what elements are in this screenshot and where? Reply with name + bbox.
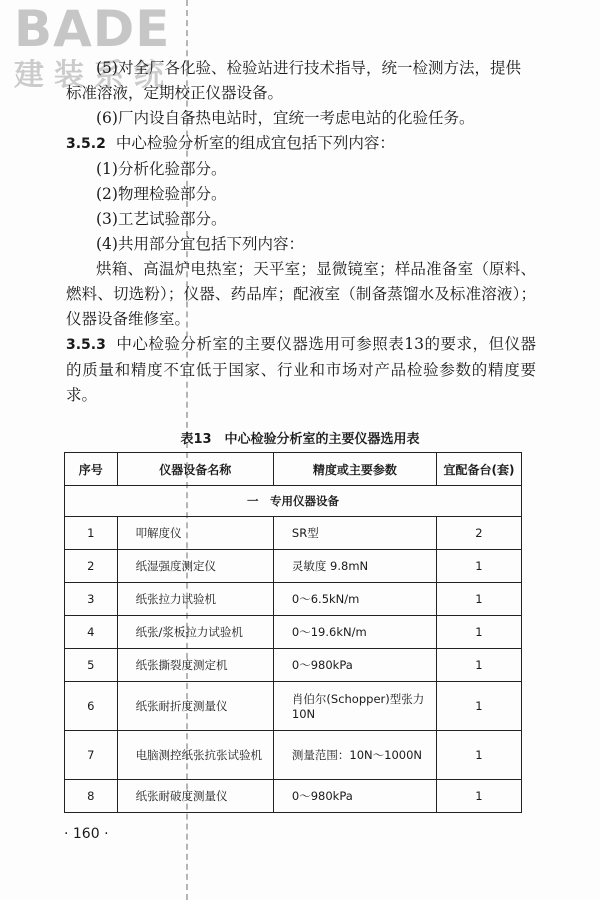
table-row [65, 731, 522, 780]
cell-no: 6 [65, 682, 118, 731]
table-row [65, 780, 522, 813]
cell-param: 0～980kPa [273, 649, 436, 682]
header-qty: 宜配备台(套) [436, 453, 521, 486]
cell-no: 4 [65, 616, 118, 649]
cell-no: 5 [65, 649, 118, 682]
header-param: 精度或主要参数 [273, 453, 436, 486]
table-row [65, 517, 522, 550]
cell-qty: 1 [436, 780, 521, 813]
common-rooms-paragraph: 烘箱、高温炉电热室；天平室；显微镜室；样品准备室（原料、燃料、切选粉）；仪器、药品库；配液室（制备蒸馏水及标准溶液）；仪器设备维修室。 [66, 260, 536, 328]
table-title: 表13 中心检验分析室的主要仪器选用表 [180, 432, 420, 447]
cell-qty: 1 [436, 649, 521, 682]
cell-param: 0～980kPa [273, 780, 436, 813]
paragraph-5-line2: 标准溶液，定期校正仪器设备。 [66, 84, 284, 102]
cell-qty: 1 [436, 583, 521, 616]
section-text: 中心检验分析室的组成宜包括下列内容： [115, 134, 395, 152]
cell-qty: 2 [436, 517, 521, 550]
cell-param: SR型 [273, 517, 436, 550]
cell-param: 0～19.6kN/m [273, 616, 436, 649]
section-number: 3.5.2 [66, 136, 106, 152]
header-name: 仪器设备名称 [117, 453, 273, 486]
section-text: 中心检验分析室的主要仪器选用可参照表13的要求，但仪器的质量和精度不宜低于国家、行业和市场对产品检验参数的精度要求。 [66, 335, 536, 404]
list-item-3: (3)工艺试验部分。 [96, 210, 227, 228]
cell-name: 纸张/浆板拉力试验机 [117, 616, 273, 649]
cell-name: 电脑测控纸张抗张试验机 [117, 731, 273, 780]
watermark-brand: BADE [14, 0, 171, 58]
list-item-4: (4)共用部分宜包括下列内容： [96, 235, 304, 253]
cell-name: 纸张拉力试验机 [117, 583, 273, 616]
section-3-5-3 [66, 332, 536, 408]
cell-param: 测量范围：10N～1000N [273, 731, 436, 780]
table-row [65, 616, 522, 649]
cell-name: 纸张撕裂度测定机 [117, 649, 273, 682]
table-row [65, 649, 522, 682]
cell-name: 叩解度仪 [117, 517, 273, 550]
table-row [65, 583, 522, 616]
cell-qty: 1 [436, 682, 521, 731]
header-no: 序号 [65, 453, 118, 486]
body-text [66, 56, 536, 408]
cell-name: 纸张耐折度测量仪 [117, 682, 273, 731]
cell-qty: 1 [436, 616, 521, 649]
watermark-tagline: 建装系统 [14, 58, 174, 93]
cell-qty: 1 [436, 550, 521, 583]
section-3-5-2 [66, 131, 536, 157]
list-item-2: (2)物理检验部分。 [96, 185, 227, 203]
paragraph-6: (6)厂内设自备热电站时，宜统一考虑电站的化验任务。 [96, 109, 475, 127]
cell-no: 7 [65, 731, 118, 780]
cell-no: 1 [65, 517, 118, 550]
list-item-1: (1)分析化验部分。 [96, 160, 227, 178]
cell-no: 2 [65, 550, 118, 583]
cell-name: 纸张耐破度测量仪 [117, 780, 273, 813]
page-number: · 160 · [64, 826, 109, 842]
equipment-table [64, 452, 522, 813]
table-header-row [65, 453, 522, 486]
cell-no: 8 [65, 780, 118, 813]
cell-name: 纸湿强度测定仪 [117, 550, 273, 583]
table-row [65, 682, 522, 731]
table-row [65, 550, 522, 583]
cell-param: 灵敏度 9.8mN [273, 550, 436, 583]
cell-param: 0～6.5kN/m [273, 583, 436, 616]
category-label: 一 专用仪器设备 [65, 486, 522, 517]
cell-qty: 1 [436, 731, 521, 780]
paragraph-5-line1: (5)对全厂各化验、检验站进行技术指导，统一检测方法，提供 [96, 59, 521, 77]
category-row [65, 486, 522, 517]
section-number: 3.5.3 [66, 337, 106, 353]
cell-no: 3 [65, 583, 118, 616]
cell-param: 肖伯尔(Schopper)型张力10N [273, 682, 436, 731]
